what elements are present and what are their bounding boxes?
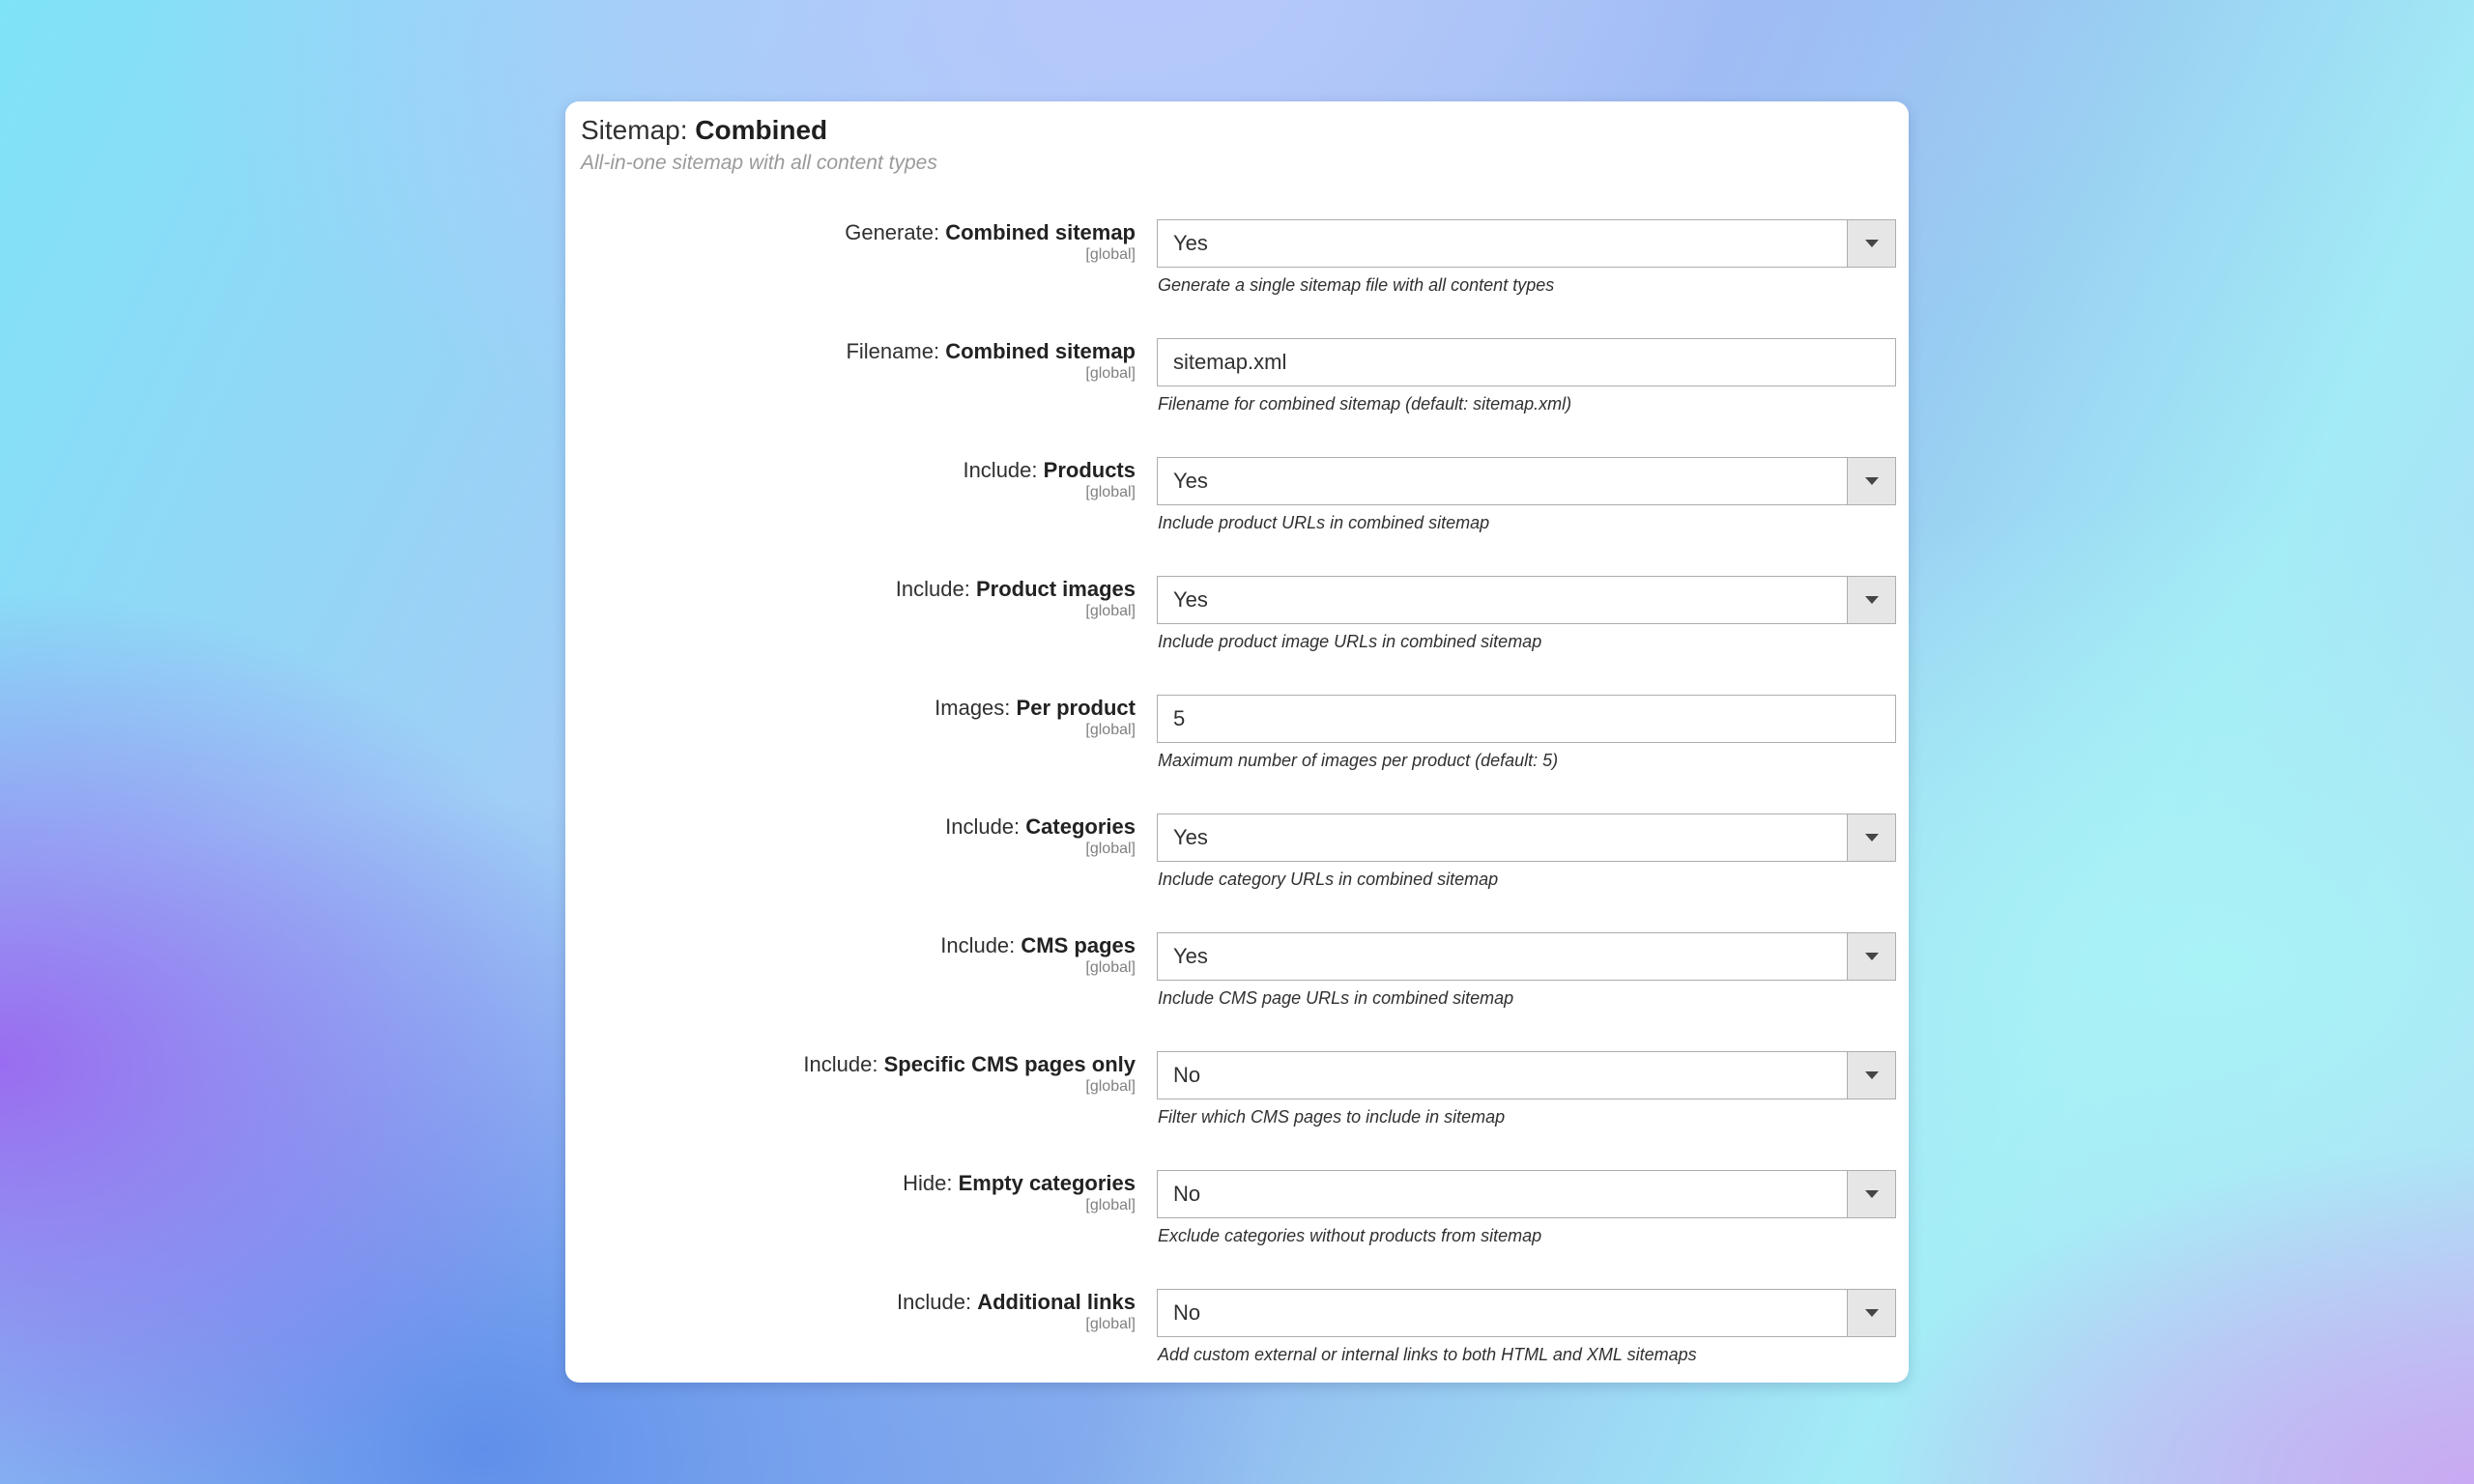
field-row-filename-combined-sitemap <box>565 337 1909 456</box>
scope-label: [global] <box>1085 722 1136 738</box>
label-prefix: Hide: <box>903 1171 953 1195</box>
include-additional-links-select[interactable] <box>1157 1289 1896 1337</box>
dropdown-button[interactable] <box>1847 220 1895 267</box>
select-value: Yes <box>1173 825 1208 849</box>
include-products-select[interactable] <box>1157 457 1896 505</box>
select-value: Yes <box>1173 587 1208 612</box>
chevron-down-icon <box>1865 596 1879 604</box>
field-note: Filename for combined sitemap (default: sitemap.xml) <box>1158 394 1572 414</box>
field-row-images-per-product <box>565 694 1909 813</box>
label-strong: Empty categories <box>958 1171 1136 1195</box>
field-label <box>945 813 1136 857</box>
scope-label: [global] <box>1085 959 1136 976</box>
images-per-product-input[interactable] <box>1157 695 1896 743</box>
include-categories-select[interactable] <box>1157 813 1896 862</box>
field-row-include-categories <box>565 813 1909 931</box>
label-strong: Per product <box>1016 696 1136 720</box>
field-note: Include product URLs in combined sitemap <box>1158 513 1490 532</box>
label-strong: Specific CMS pages only <box>883 1052 1136 1076</box>
field-label <box>846 337 1136 382</box>
dropdown-button[interactable] <box>1847 814 1895 861</box>
field-label <box>940 931 1136 976</box>
chevron-down-icon <box>1865 1071 1879 1079</box>
label-prefix: Include: <box>895 577 970 601</box>
select-value: Yes <box>1173 944 1208 968</box>
include-product-images-select[interactable] <box>1157 576 1896 624</box>
dropdown-button[interactable] <box>1847 458 1895 504</box>
select-value: Yes <box>1173 231 1208 255</box>
title-strong: Combined <box>695 115 828 145</box>
field-note: Exclude categories without products from sitemap <box>1158 1226 1542 1245</box>
dropdown-button[interactable] <box>1847 1290 1895 1336</box>
field-label <box>963 456 1136 500</box>
scope-label: [global] <box>1085 841 1136 857</box>
label-strong: Additional links <box>977 1290 1136 1314</box>
field-note: Include product image URLs in combined sitemap <box>1158 632 1542 651</box>
label-strong: Products <box>1043 458 1136 482</box>
hide-empty-categories-select[interactable] <box>1157 1170 1896 1218</box>
field-row-include-cms-pages <box>565 931 1909 1050</box>
label-prefix: Include: <box>803 1052 878 1076</box>
generate-combined-sitemap-select[interactable] <box>1157 219 1896 268</box>
field-note: Filter which CMS pages to include in sitemap <box>1158 1107 1506 1127</box>
input-value: 5 <box>1173 706 1186 730</box>
select-value: No <box>1173 1063 1201 1087</box>
scope-label: [global] <box>1085 1197 1136 1213</box>
field-row-include-product-images <box>565 575 1909 694</box>
label-strong: Combined sitemap <box>945 339 1136 363</box>
field-row-include-additional-links <box>565 1288 1909 1407</box>
field-label <box>935 694 1136 738</box>
field-label <box>903 1169 1136 1213</box>
label-strong: Categories <box>1025 814 1136 839</box>
field-note: Add custom external or internal links to both HTML and XML sitemaps <box>1158 1345 1697 1364</box>
chevron-down-icon <box>1865 240 1879 247</box>
label-prefix: Include: <box>897 1290 972 1314</box>
dropdown-button[interactable] <box>1847 1171 1895 1217</box>
title-prefix: Sitemap: <box>581 115 688 145</box>
scope-label: [global] <box>1085 484 1136 500</box>
scope-label: [global] <box>1085 365 1136 382</box>
chevron-down-icon <box>1865 1309 1879 1317</box>
field-label <box>896 575 1136 619</box>
filename-input[interactable] <box>1157 338 1896 386</box>
field-row-include-specific-cms-pages <box>565 1050 1909 1169</box>
chevron-down-icon <box>1865 477 1879 485</box>
chevron-down-icon <box>1865 834 1879 842</box>
label-strong: CMS pages <box>1021 933 1136 957</box>
scope-label: [global] <box>1085 1316 1136 1332</box>
dropdown-button[interactable] <box>1847 933 1895 980</box>
select-value: No <box>1173 1300 1201 1325</box>
label-prefix: Include: <box>940 933 1016 957</box>
field-note: Include CMS page URLs in combined sitemap <box>1158 988 1514 1008</box>
panel-header <box>581 111 937 175</box>
scope-label: [global] <box>1085 603 1136 619</box>
chevron-down-icon <box>1865 1190 1879 1198</box>
sitemap-combined-panel <box>565 101 1909 1383</box>
select-value: Yes <box>1173 469 1208 493</box>
label-strong: Product images <box>975 577 1136 601</box>
label-prefix: Generate: <box>845 220 940 244</box>
field-note: Maximum number of images per product (default: 5) <box>1158 751 1559 770</box>
panel-title <box>581 111 937 150</box>
field-note: Generate a single sitemap file with all content types <box>1158 275 1555 295</box>
field-row-hide-empty-categories <box>565 1169 1909 1288</box>
dropdown-button[interactable] <box>1847 577 1895 623</box>
label-prefix: Filename: <box>846 339 940 363</box>
field-note: Include category URLs in combined sitemap <box>1158 870 1499 889</box>
include-cms-pages-select[interactable] <box>1157 932 1896 981</box>
chevron-down-icon <box>1865 953 1879 960</box>
include-specific-cms-pages-select[interactable] <box>1157 1051 1896 1099</box>
label-prefix: Images: <box>935 696 1011 720</box>
label-prefix: Include: <box>963 458 1038 482</box>
field-label <box>803 1050 1136 1095</box>
select-value: No <box>1173 1182 1201 1206</box>
input-value: sitemap.xml <box>1173 350 1287 374</box>
label-prefix: Include: <box>945 814 1021 839</box>
field-row-include-products <box>565 456 1909 575</box>
field-label <box>845 218 1136 263</box>
scope-label: [global] <box>1085 246 1136 263</box>
scope-label: [global] <box>1085 1078 1136 1095</box>
field-row-generate-combined-sitemap <box>565 218 1909 337</box>
panel-subtitle: All-in-one sitemap with all content types <box>581 152 937 174</box>
label-strong: Combined sitemap <box>945 220 1136 244</box>
field-label <box>897 1288 1136 1332</box>
dropdown-button[interactable] <box>1847 1052 1895 1099</box>
